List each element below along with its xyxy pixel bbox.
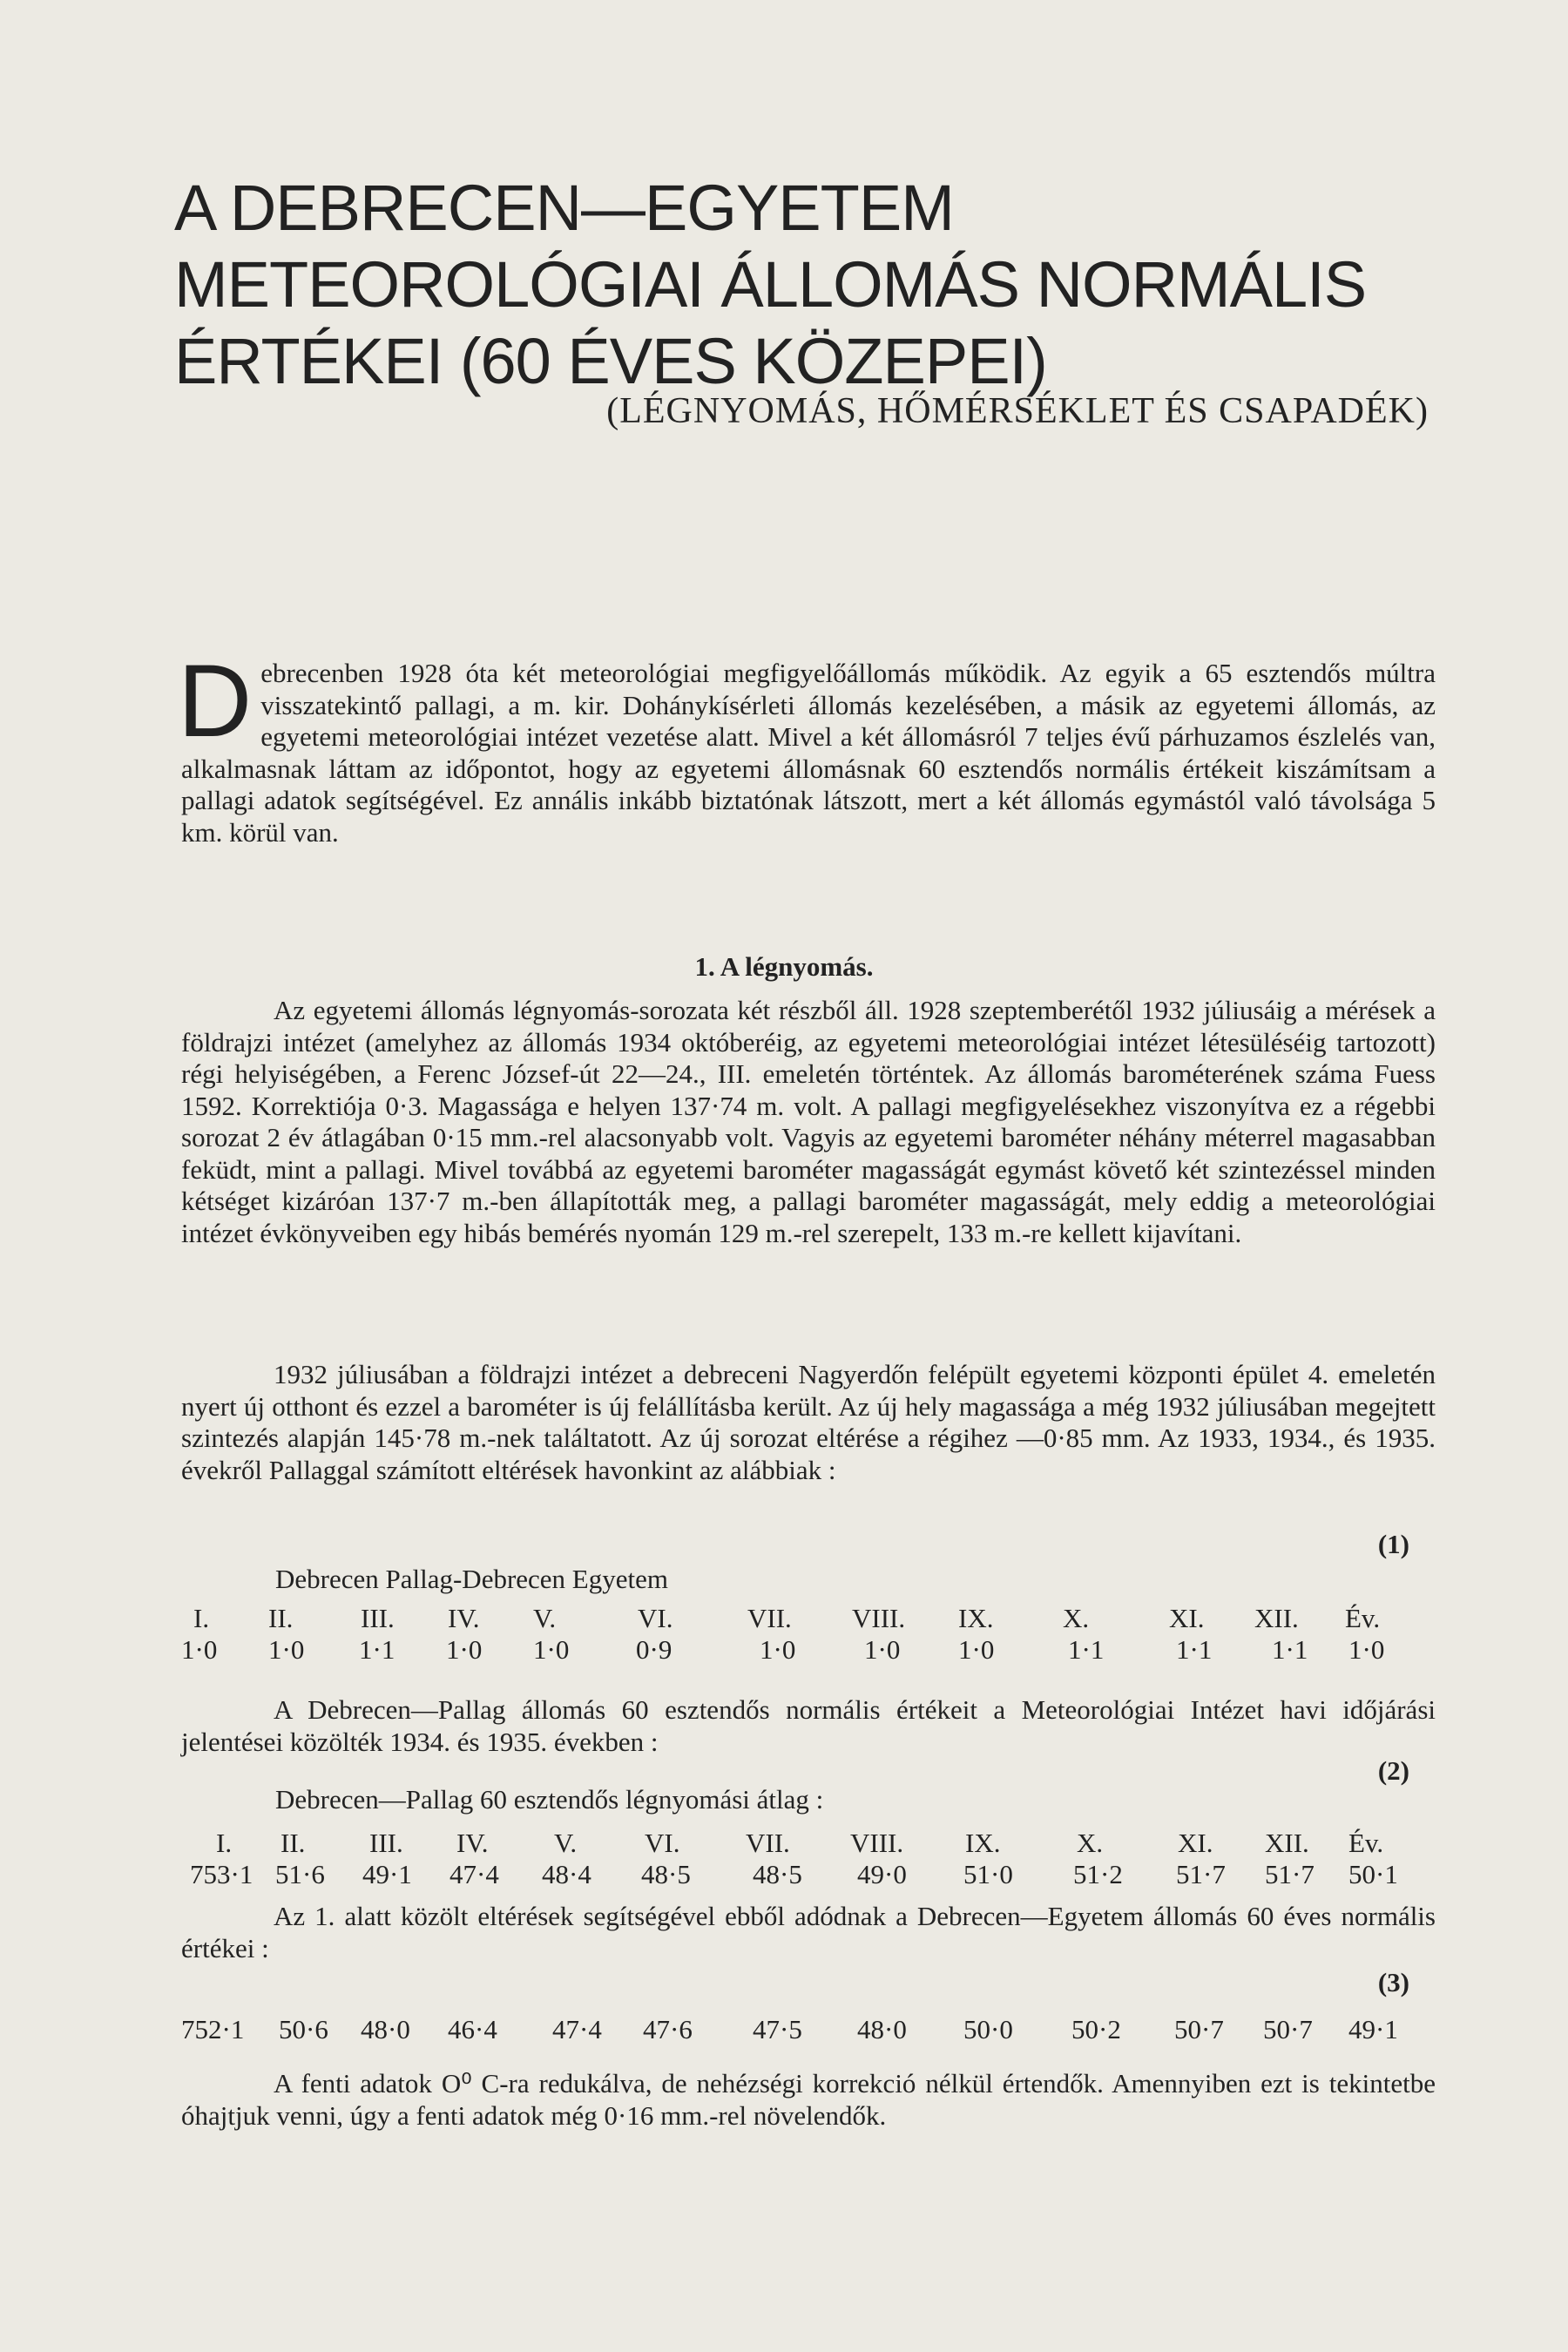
table2-values-row <box>0 1859 1568 1894</box>
article-title: A DEBRECEN—EGYETEM METEOROLÓGIAI ÁLLOMÁS NORMÁLIS ÉRTÉKEI (60 ÉVES KÖZEPEI) <box>174 172 1367 397</box>
table3-value: 46·4 <box>448 2014 497 2044</box>
table2-value: 51·0 <box>963 1859 1013 1889</box>
table2-month: VIII. <box>850 1828 904 1858</box>
table2-value: 47·4 <box>449 1859 499 1889</box>
table3-value: 47·4 <box>552 2014 602 2044</box>
article-subtitle: (LÉGNYOMÁS, HŐMÉRSÉKLET ÉS CSAPADÉK) <box>606 391 1429 431</box>
section-heading: 1. A légnyomás. <box>694 951 874 982</box>
table1-value: 1·1 <box>1068 1634 1105 1665</box>
table2-value: 50·1 <box>1348 1859 1398 1889</box>
intro-paragraph <box>178 644 1436 848</box>
table1-month: IX. <box>958 1603 994 1633</box>
table3-value: 48·0 <box>857 2014 907 2044</box>
table2-month: XI. <box>1178 1828 1213 1858</box>
table3-value: 49·1 <box>1348 2014 1398 2044</box>
table1-month: XI. <box>1169 1603 1205 1633</box>
table2-month: I. <box>216 1828 233 1858</box>
table1-month: Év. <box>1345 1603 1381 1633</box>
table2-month: III. <box>369 1828 403 1858</box>
table2-month: VII. <box>746 1828 790 1858</box>
table3-value: 50·2 <box>1071 2014 1121 2044</box>
table2-month: V. <box>554 1828 578 1858</box>
table2-value: 51·6 <box>275 1859 325 1889</box>
table2-month: II. <box>280 1828 306 1858</box>
table3-value: 50·7 <box>1174 2014 1224 2044</box>
final-paragraph <box>181 2068 1436 2132</box>
table1-months-row <box>0 1603 1568 1638</box>
middle-paragraph <box>181 1694 1436 1758</box>
table2-value: 49·0 <box>857 1859 907 1889</box>
section1-paragraph-2 <box>181 1359 1436 1486</box>
table2-value: 51·7 <box>1265 1859 1315 1889</box>
table3-intro-paragraph <box>181 1901 1436 1964</box>
paragraph-text: Az egyetemi állomás légnyomás-sorozata két részből áll. 1928 szeptemberétől 1932 júliusáig a mérések a földrajzi intézet (amelyhez az állomás 1934 októberéig, az egyetemi meteorológiai intézet létesüléséig tartozott) régi helyiségében, a Ferenc József-út 22—24., III. emeletén történtek. Az állomás barométerének száma Fuess 1592. Korrektiója 0·3. Magassága e helyen 137·74 m. volt. A pallagi megfigyelésekhez viszonyítva ez a régebbi sorozat 2 év átlagában 0·15 mm.-rel alacsonyabb volt. Vagyis az egyetemi barométer néhány méterrel magasabban feküdt, mint a pallagi. Mivel továbbá az egyetemi barométer magasságát egymást követő két szintezéssel minden kétséget kizáróan 137·7 m.-ben állapították meg, a pallagi barométer magasságát, mely eddig a meteorológiai intézet évkönyveiben egy hibás bemérés nyomán 129 m.-rel szerepelt, 133 m.-re kellett kijavítani. <box>181 995 1436 1248</box>
table3-value: 50·6 <box>279 2014 328 2044</box>
table1-month: VII. <box>747 1603 792 1633</box>
table2-month: VI. <box>645 1828 680 1858</box>
table2-caption: Debrecen—Pallag 60 esztendős légnyomási átlag : <box>275 1784 824 1815</box>
paragraph-text: Az 1. alatt közölt eltérések segítségével ebből adódnak a Debrecen—Egyetem állomás 60 éves normális értékei : <box>181 1901 1436 1963</box>
table2-value: 51·2 <box>1073 1859 1123 1889</box>
table1-value: 1·0 <box>958 1634 995 1665</box>
section1-paragraph-1 <box>181 995 1436 1249</box>
table1-month: V. <box>533 1603 557 1633</box>
table1-value: 1·0 <box>181 1634 218 1665</box>
table2-months-row <box>0 1828 1568 1862</box>
table1-month: VIII. <box>852 1603 906 1633</box>
paragraph-text: A fenti adatok O⁰ C-ra redukálva, de nehézségi korrekció nélkül értendők. Amennyiben ezt is tekintetbe óhajtjuk venni, úgy a fenti adatok még 0·16 mm.-rel növelendők. <box>181 2068 1436 2131</box>
table1-value: 0·9 <box>636 1634 672 1665</box>
table1-value: 1·1 <box>359 1634 395 1665</box>
table1-month: II. <box>268 1603 294 1633</box>
table2-month: X. <box>1077 1828 1104 1858</box>
table2-value: 49·1 <box>362 1859 412 1889</box>
table3-value: 50·0 <box>963 2014 1013 2044</box>
equation-number-1: (1) <box>1377 1529 1409 1559</box>
table2-month: XII. <box>1265 1828 1309 1858</box>
equation-number-3: (3) <box>1377 1967 1409 1997</box>
table3-value: 48·0 <box>361 2014 410 2044</box>
table3-values-row <box>0 2014 1568 2049</box>
table1-caption: Debrecen Pallag-Debrecen Egyetem <box>275 1564 668 1594</box>
table1-value: 1·1 <box>1176 1634 1213 1665</box>
table1-value: 1·1 <box>1272 1634 1308 1665</box>
table1-value: 1·0 <box>760 1634 796 1665</box>
table2-month: IV. <box>456 1828 489 1858</box>
table1-value: 1·0 <box>1348 1634 1385 1665</box>
table1-month: X. <box>1063 1603 1090 1633</box>
paragraph-text: A Debrecen—Pallag állomás 60 esztendős normális értékeit a Meteorológiai Intézet havi időjárási jelentései közölték 1934. és 1935. években : <box>181 1694 1436 1757</box>
table2-month: Év. <box>1348 1828 1384 1858</box>
table2-value: 48·5 <box>753 1859 802 1889</box>
table1-month: XII. <box>1254 1603 1299 1633</box>
table1-value: 1·0 <box>533 1634 570 1665</box>
table1-value: 1·0 <box>864 1634 901 1665</box>
table1-values-row <box>0 1634 1568 1669</box>
intro-text: ebrecenben 1928 óta két meteorológiai megfigyelőállomás működik. Az egyik a 65 esztendős múltra visszatekintő pallagi, a m. kir. Dohánykísérleti állomás kezelésében, a másik az egyetemi állomás, az egyetemi meteorológiai intézet vezetése alatt. Mivel a két állomásról 7 teljes évű párhuzamos észlelés van, alkalmasnak láttam az időpontot, hogy az egyetemi állomásnak 60 esztendős normális értékeit kiszámítsam a pallagi adatok segítségével. Ez annális inkább biztatónak látszott, mert a két állomás egymástól való távolsága 5 km. körül van. <box>181 658 1436 848</box>
table1-month: III. <box>361 1603 395 1633</box>
table1-value: 1·0 <box>446 1634 483 1665</box>
table1-month: I. <box>193 1603 210 1633</box>
table3-value: 50·7 <box>1263 2014 1313 2044</box>
table1-month: VI. <box>638 1603 673 1633</box>
table2-value: 753·1 <box>190 1859 253 1889</box>
table2-value: 51·7 <box>1176 1859 1226 1889</box>
paragraph-text: 1932 júliusában a földrajzi intézet a debreceni Nagyerdőn felépült egyetemi központi épület 4. emeletén nyert új otthont és ezzel a barométer is új felállításba került. Az új hely magassága a még 1932 júliusában megejtett szintezés alapján 145·78 m.-nek találtatott. Az új sorozat eltérése a régihez —0·85 mm. Az 1933, 1934., és 1935. évekről Pallaggal számított eltérések havonkint az alábbiak : <box>181 1359 1436 1485</box>
table3-value: 47·5 <box>753 2014 802 2044</box>
table2-value: 48·5 <box>641 1859 691 1889</box>
equation-number-2: (2) <box>1377 1755 1409 1786</box>
table2-month: IX. <box>965 1828 1001 1858</box>
table3-value: 752·1 <box>181 2014 245 2044</box>
table3-value: 47·6 <box>643 2014 693 2044</box>
drop-cap: D <box>178 644 253 759</box>
table1-value: 1·0 <box>268 1634 305 1665</box>
table1-month: IV. <box>448 1603 480 1633</box>
table2-value: 48·4 <box>542 1859 591 1889</box>
